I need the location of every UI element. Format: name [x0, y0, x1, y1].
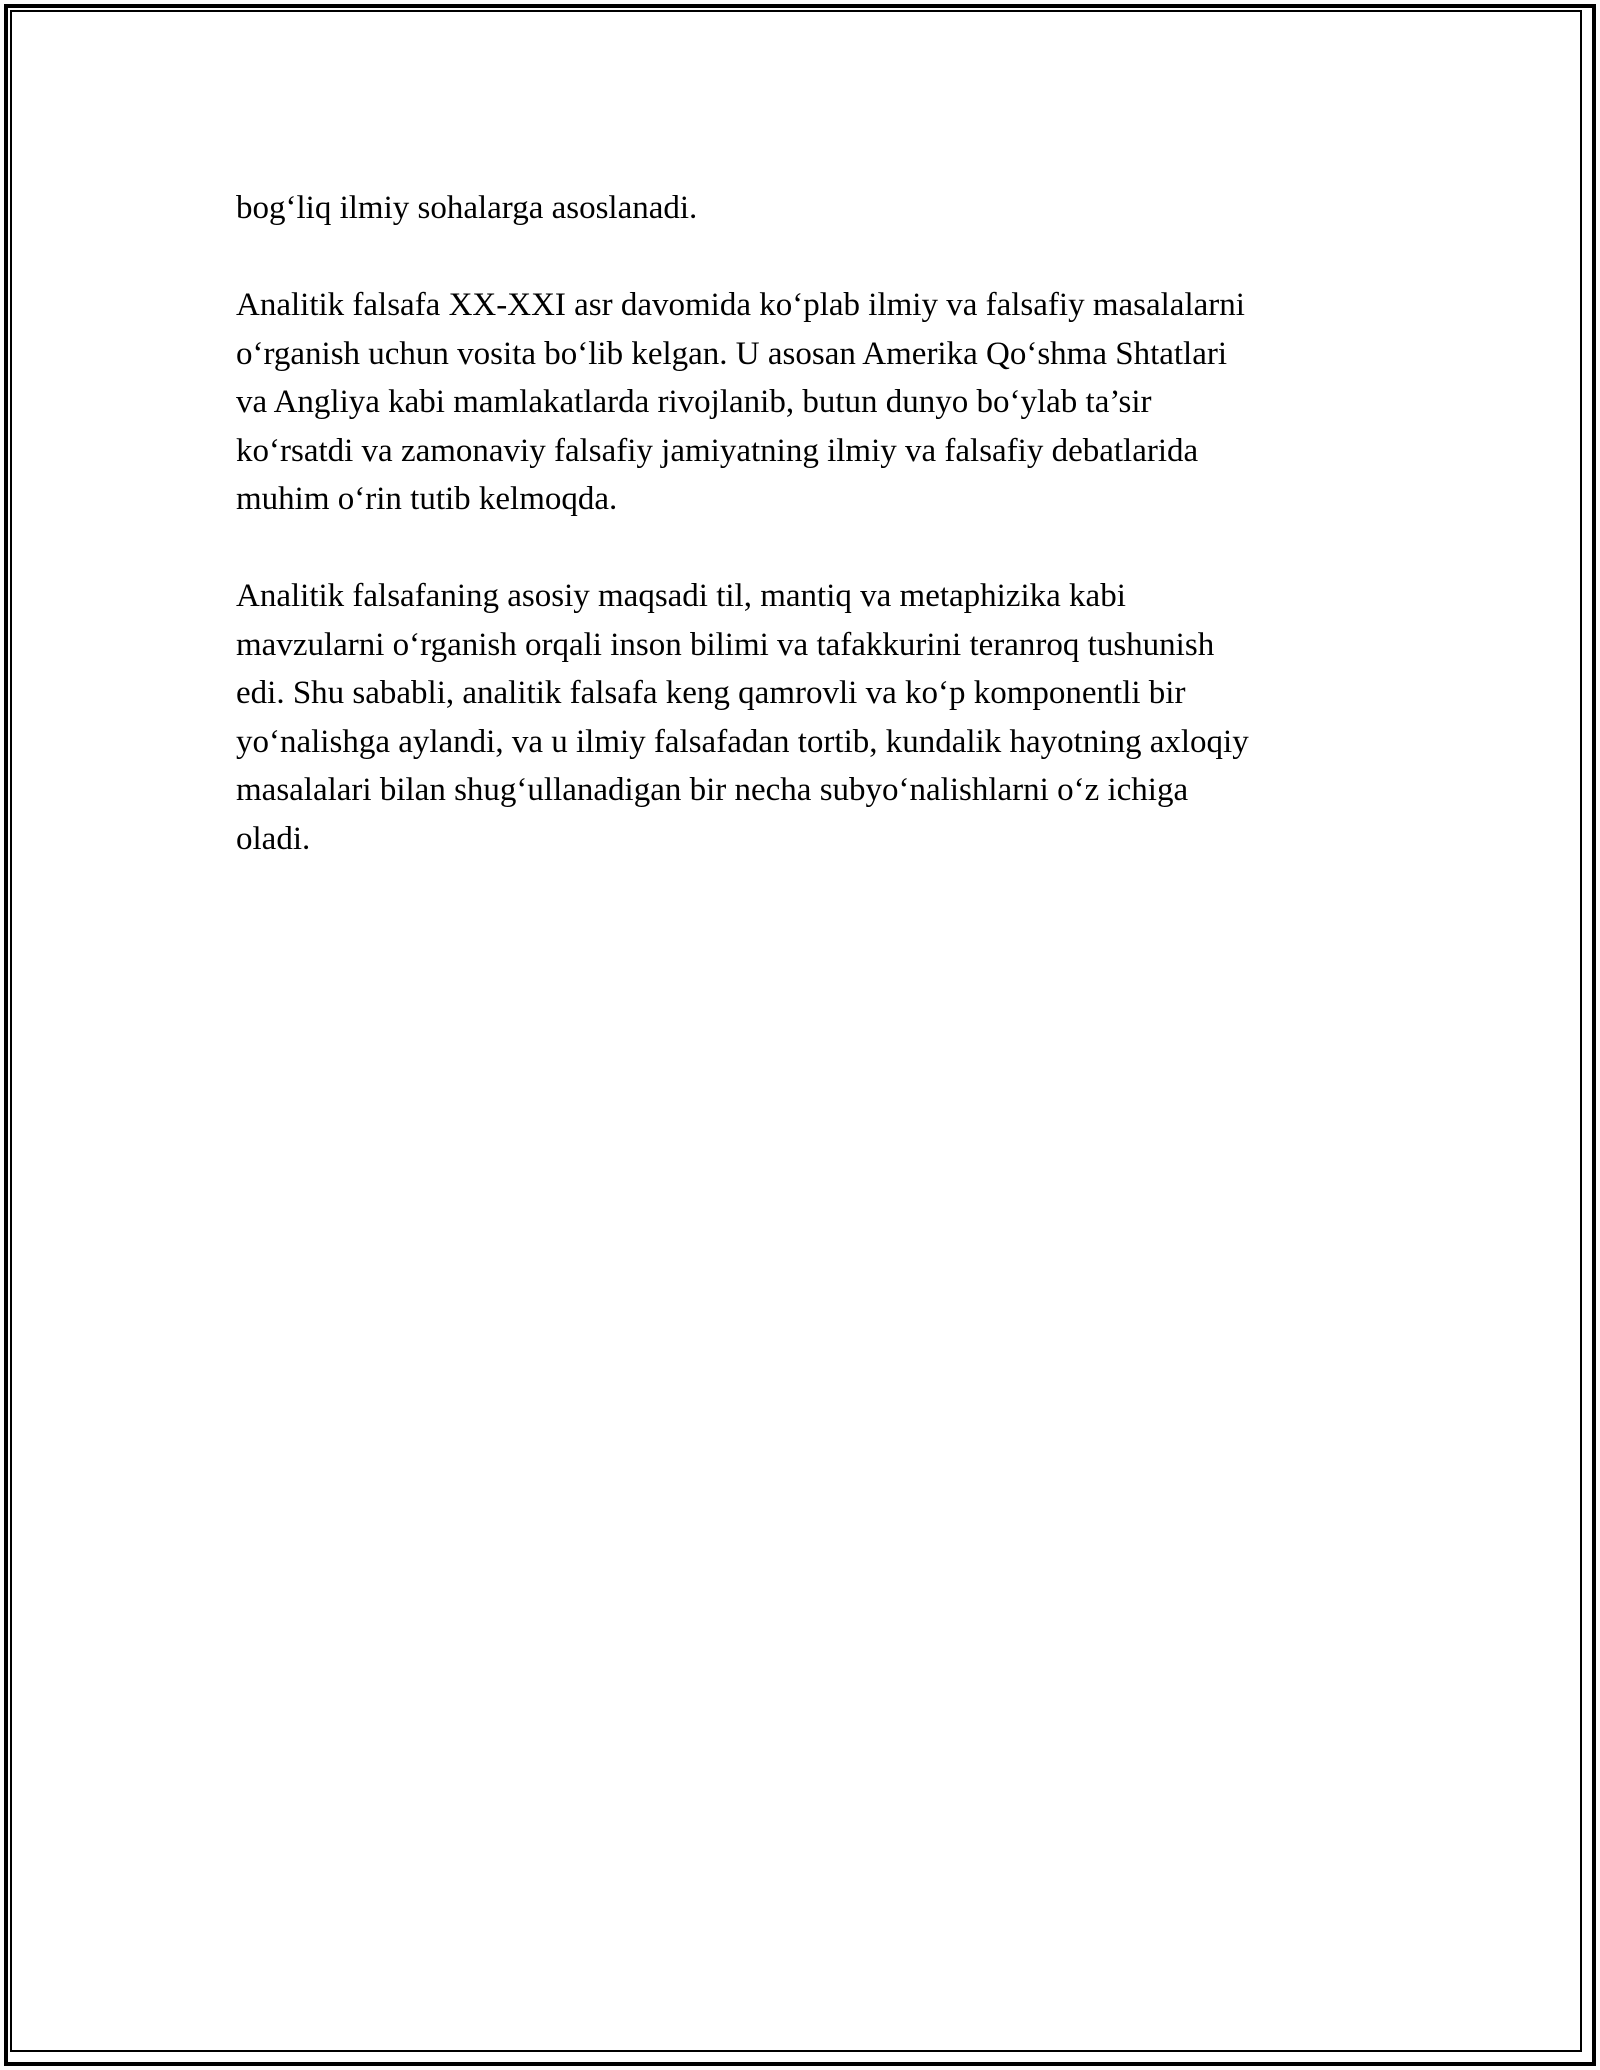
paragraph-analytic-philosophy-goal: Analitik falsafaning asosiy maqsadi til, mantiq va metaphizika kabi mavzularni o‘rganish orqali inson bilimi va tafakkurini teranroq tushunish edi. Shu sababli, analitik falsafa keng qamrovli va ko‘p komponentli bir yo‘nalishga aylandi, va u ilmiy falsafadan tortib, kundalik hayotning axloqiy masalalari bilan shug‘ullanadigan bir necha subyo‘nalishlarni o‘z ichiga oladi. — [236, 578, 1249, 857]
paragraph-analytic-philosophy-history: Analitik falsafa XX-XXI asr davomida ko‘plab ilmiy va falsafiy masalalarni o‘rganish uchun vosita bo‘lib kelgan. U asosan Amerika Qo‘shma Shtatlari va Angliya kabi mamlakatlarda rivojlanib, butun dunyo bo‘ylab ta’sir ko‘rsatdi va zamonaviy falsafiy jamiyatning ilmiy va falsafiy debatlarida muhim o‘rin tutib kelmoqda. — [236, 287, 1245, 517]
document-body — [236, 184, 1376, 912]
paragraph-continuation: bog‘liq ilmiy sohalarga asoslanadi. — [236, 190, 698, 226]
